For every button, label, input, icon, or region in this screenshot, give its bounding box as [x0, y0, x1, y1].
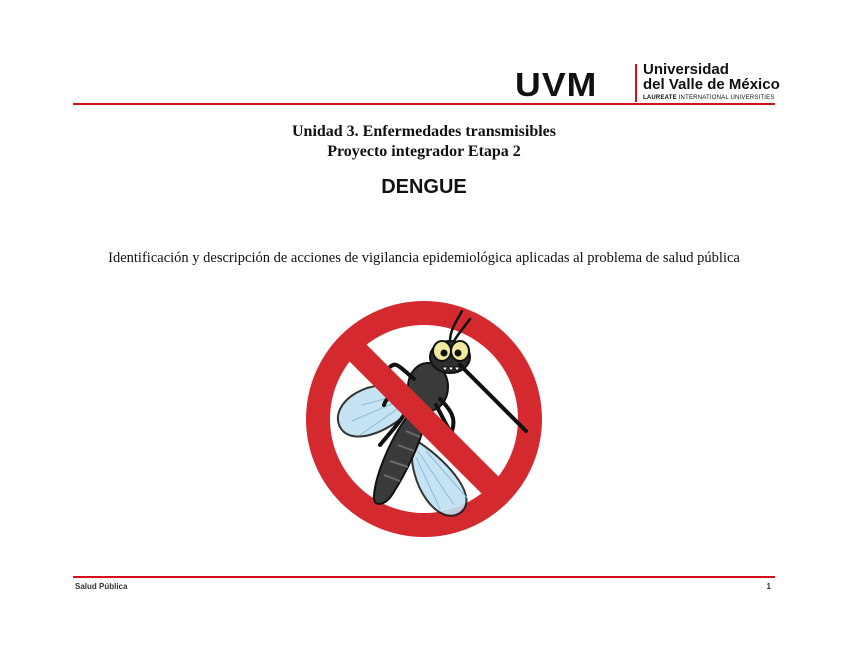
- project-title: Proyecto integrador Etapa 2: [327, 143, 521, 160]
- footer-course-name: Salud Pública: [75, 582, 128, 591]
- uvm-logo: [515, 61, 780, 106]
- page-number: 1: [766, 582, 771, 591]
- footer-rule: [73, 576, 775, 578]
- logo-mark: UVM: [515, 66, 598, 103]
- logo-network-tagline: LAUREATE INTERNATIONAL UNIVERSITIES: [643, 95, 775, 101]
- topic-title: DENGUE: [381, 176, 467, 198]
- logo-divider: [635, 64, 637, 102]
- logo-university-subname: del Valle de México: [643, 76, 780, 93]
- logo-university-name: Universidad: [643, 61, 729, 78]
- document-subtitle: Identificación y descripción de acciones de vigilancia epidemiológica aplicadas al problema de salud pública: [108, 250, 740, 266]
- no-mosquito-icon: [300, 295, 548, 543]
- header-rule: [73, 103, 775, 105]
- unit-title: Unidad 3. Enfermedades transmisibles: [291, 123, 557, 140]
